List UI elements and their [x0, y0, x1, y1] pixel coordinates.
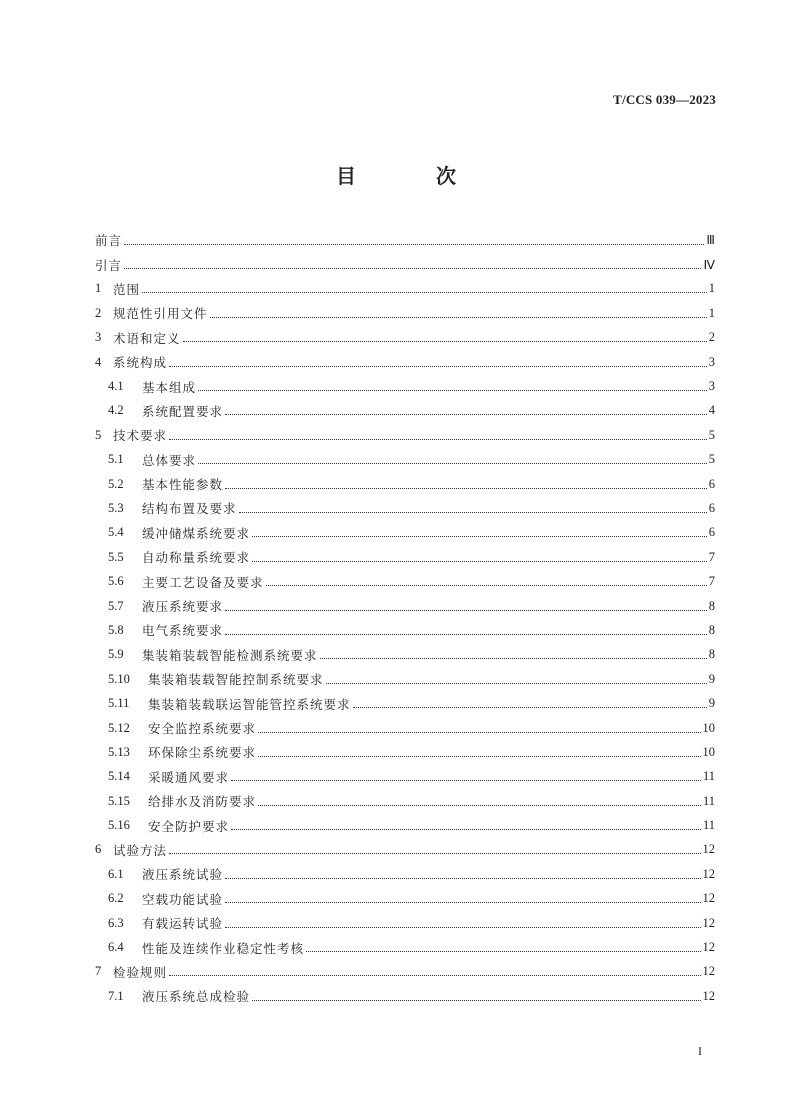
toc-entry-number: 5.1 — [108, 452, 124, 467]
toc-entry-label: 液压系统试验 — [142, 867, 224, 883]
table-of-contents — [95, 228, 715, 1009]
toc-entry-page: 9 — [708, 671, 715, 686]
toc-entry-number: 5.6 — [108, 574, 124, 589]
toc-entry-label: 范围 — [113, 281, 141, 297]
toc-dot-leader — [258, 748, 700, 757]
toc-entry-number: 5.14 — [108, 769, 130, 784]
toc-entry-label: 安全防护要求 — [148, 818, 230, 834]
toc-entry-label: 给排水及消防要求 — [148, 794, 257, 810]
toc-entry[interactable] — [95, 472, 715, 496]
toc-entry-label: 基本性能参数 — [142, 477, 224, 493]
toc-entry[interactable] — [95, 496, 715, 520]
toc-entry-page: 4 — [708, 403, 715, 418]
toc-entry-page: 7 — [708, 549, 715, 564]
toc-dot-leader — [198, 382, 707, 391]
toc-entry[interactable] — [95, 301, 715, 325]
toc-entry-number: 4.2 — [108, 403, 124, 418]
toc-dot-leader — [266, 577, 707, 586]
toc-entry[interactable] — [95, 350, 715, 374]
toc-dot-leader — [210, 309, 707, 318]
toc-entry[interactable] — [95, 643, 715, 667]
toc-entry-number: 5.7 — [108, 598, 124, 613]
toc-entry[interactable] — [95, 545, 715, 569]
toc-entry-page: 12 — [702, 891, 715, 906]
toc-entry-page: Ⅳ — [703, 257, 715, 272]
toc-entry-number: 6.4 — [108, 940, 124, 955]
toc-entry-number: 6.3 — [108, 915, 124, 930]
toc-entry-label: 检验规则 — [113, 964, 168, 980]
toc-dot-leader — [239, 504, 707, 513]
toc-entry-label: 技术要求 — [113, 428, 168, 444]
standard-code: T/CCS 039—2023 — [613, 92, 716, 107]
toc-entry[interactable] — [95, 789, 715, 813]
toc-entry[interactable] — [95, 594, 715, 618]
toc-entry-number: 5.5 — [108, 549, 124, 564]
toc-entry-page: 3 — [708, 354, 715, 369]
toc-entry-label: 术语和定义 — [113, 330, 181, 346]
page-title: 目 次 — [336, 164, 486, 188]
toc-entry[interactable] — [95, 374, 715, 398]
toc-entry[interactable] — [95, 252, 715, 276]
toc-entry[interactable] — [95, 618, 715, 642]
toc-dot-leader — [169, 967, 700, 976]
toc-entry-page: 6 — [708, 525, 715, 540]
toc-entry[interactable] — [95, 691, 715, 715]
toc-entry-number: 4.1 — [108, 379, 124, 394]
toc-entry-number: 5.8 — [108, 622, 124, 637]
toc-entry-label: 缓冲储煤系统要求 — [142, 525, 251, 541]
toc-entry-number: 5.11 — [108, 696, 130, 711]
toc-entry-label: 采暖通风要求 — [148, 769, 230, 785]
toc-entry-label: 系统配置要求 — [142, 403, 224, 419]
toc-entry-label: 基本组成 — [142, 379, 197, 395]
toc-entry-number: 5.3 — [108, 500, 124, 515]
toc-entry-label: 引言 — [95, 257, 123, 273]
toc-entry-page: 5 — [708, 427, 715, 442]
toc-entry-label: 前言 — [95, 233, 123, 249]
toc-dot-leader — [124, 260, 701, 269]
toc-entry-label: 集装箱装载联运智能管控系统要求 — [148, 696, 351, 712]
toc-dot-leader — [225, 602, 707, 611]
toc-dot-leader — [252, 992, 700, 1001]
toc-dot-leader — [231, 821, 701, 830]
toc-entry-number: 5 — [95, 427, 102, 442]
toc-entry-page: 5 — [708, 452, 715, 467]
toc-entry-label: 规范性引用文件 — [113, 306, 208, 322]
toc-entry[interactable] — [95, 277, 715, 301]
toc-dot-leader — [258, 724, 700, 733]
toc-entry-label: 自动称量系统要求 — [142, 550, 251, 566]
toc-entry[interactable] — [95, 228, 715, 252]
toc-entry-label: 安全监控系统要求 — [148, 721, 257, 736]
toc-dot-leader — [142, 284, 707, 293]
toc-entry-number: 5.15 — [108, 793, 130, 808]
toc-entry-number: 7 — [95, 964, 102, 979]
toc-entry[interactable] — [95, 935, 715, 959]
toc-entry-label: 环保除尘系统要求 — [148, 745, 257, 761]
toc-entry-number: 5.12 — [108, 720, 130, 735]
toc-entry-number: 5.16 — [108, 818, 130, 833]
toc-entry[interactable] — [95, 984, 715, 1008]
toc-dot-leader — [231, 772, 701, 781]
toc-entry-label: 总体要求 — [142, 452, 197, 468]
toc-dot-leader — [326, 675, 707, 684]
toc-dot-leader — [225, 480, 707, 489]
toc-dot-leader — [169, 431, 707, 440]
toc-dot-leader — [198, 455, 707, 464]
toc-dot-leader — [124, 236, 704, 245]
toc-entry-label: 性能及连续作业稳定性考核 — [142, 940, 305, 956]
toc-entry[interactable] — [95, 960, 715, 984]
toc-dot-leader — [169, 358, 707, 367]
toc-dot-leader — [252, 553, 707, 562]
toc-entry-label: 系统构成 — [113, 355, 168, 371]
toc-entry-label: 空载功能试验 — [142, 891, 224, 907]
toc-entry-page: 1 — [708, 305, 715, 320]
toc-entry[interactable] — [95, 813, 715, 837]
toc-entry-number: 3 — [95, 330, 102, 345]
toc-entry-number: 5.9 — [108, 647, 124, 662]
toc-entry-page: 8 — [708, 598, 715, 613]
toc-entry-label: 有载运转试验 — [142, 916, 224, 932]
toc-entry-page: 10 — [702, 744, 715, 759]
toc-entry[interactable] — [95, 716, 715, 740]
toc-entry-page: 7 — [708, 574, 715, 589]
toc-entry-page: 10 — [702, 720, 715, 735]
toc-entry-number: 5.13 — [108, 744, 130, 759]
toc-dot-leader — [225, 870, 700, 879]
toc-entry-number: 5.4 — [108, 525, 124, 540]
toc-entry-page: 12 — [702, 842, 715, 857]
toc-entry-number: 4 — [95, 354, 102, 369]
toc-entry-page: 11 — [702, 793, 715, 808]
toc-entry[interactable] — [95, 911, 715, 935]
toc-entry-number: 6.2 — [108, 891, 124, 906]
toc-entry-label: 电气系统要求 — [142, 623, 224, 639]
toc-entry-page: 12 — [702, 940, 715, 955]
toc-entry-number: 7.1 — [108, 988, 124, 1003]
toc-entry[interactable] — [95, 765, 715, 789]
toc-entry[interactable] — [95, 667, 715, 691]
toc-entry-page: 11 — [702, 769, 715, 784]
toc-entry-page: 12 — [702, 964, 715, 979]
toc-entry-number: 2 — [95, 305, 102, 320]
toc-entry[interactable] — [95, 326, 715, 350]
toc-dot-leader — [225, 406, 707, 415]
toc-entry[interactable] — [95, 521, 715, 545]
toc-dot-leader — [225, 626, 707, 635]
toc-entry-label: 液压系统要求 — [142, 599, 224, 615]
toc-entry-page: 1 — [708, 281, 715, 296]
toc-entry-label: 液压系统总成检验 — [142, 989, 251, 1005]
toc-entry-page: 6 — [708, 476, 715, 491]
toc-dot-leader — [353, 699, 707, 708]
toc-dot-leader — [225, 919, 700, 928]
toc-entry[interactable] — [95, 740, 715, 764]
toc-entry-number: 5.2 — [108, 476, 124, 491]
toc-dot-leader — [320, 650, 707, 659]
toc-entry[interactable] — [95, 423, 715, 447]
toc-entry[interactable] — [95, 399, 715, 423]
toc-entry-label: 集装箱装载智能控制系统要求 — [148, 672, 324, 688]
toc-dot-leader — [252, 528, 707, 537]
toc-entry-label: 试验方法 — [113, 842, 168, 858]
toc-entry-page: 12 — [702, 915, 715, 930]
toc-dot-leader — [225, 894, 700, 903]
toc-entry-number: 1 — [95, 281, 102, 296]
toc-dot-leader — [306, 943, 700, 952]
toc-entry-label: 结构布置及要求 — [142, 501, 237, 517]
page-number: I — [698, 1044, 702, 1058]
toc-entry[interactable] — [95, 887, 715, 911]
toc-entry-number: 5.10 — [108, 671, 130, 686]
toc-entry-page: 3 — [708, 379, 715, 394]
toc-entry-page: Ⅲ — [706, 233, 715, 248]
toc-entry-number: 6.1 — [108, 866, 124, 881]
toc-entry-page: 11 — [702, 818, 715, 833]
toc-dot-leader — [258, 797, 701, 806]
toc-entry[interactable] — [95, 862, 715, 886]
toc-entry-page: 12 — [702, 988, 715, 1003]
toc-entry[interactable] — [95, 569, 715, 593]
toc-entry-number: 6 — [95, 842, 102, 857]
toc-entry-page: 6 — [708, 500, 715, 515]
toc-entry-page: 8 — [708, 622, 715, 637]
toc-dot-leader — [183, 333, 707, 342]
toc-dot-leader — [169, 845, 700, 854]
toc-entry[interactable] — [95, 838, 715, 862]
toc-entry-label: 集装箱装载智能检测系统要求 — [142, 647, 318, 663]
toc-entry[interactable] — [95, 448, 715, 472]
toc-entry-page: 9 — [708, 696, 715, 711]
toc-entry-page: 12 — [702, 866, 715, 881]
toc-entry-page: 2 — [708, 330, 715, 345]
toc-entry-page: 8 — [708, 647, 715, 662]
toc-entry-label: 主要工艺设备及要求 — [142, 574, 264, 590]
